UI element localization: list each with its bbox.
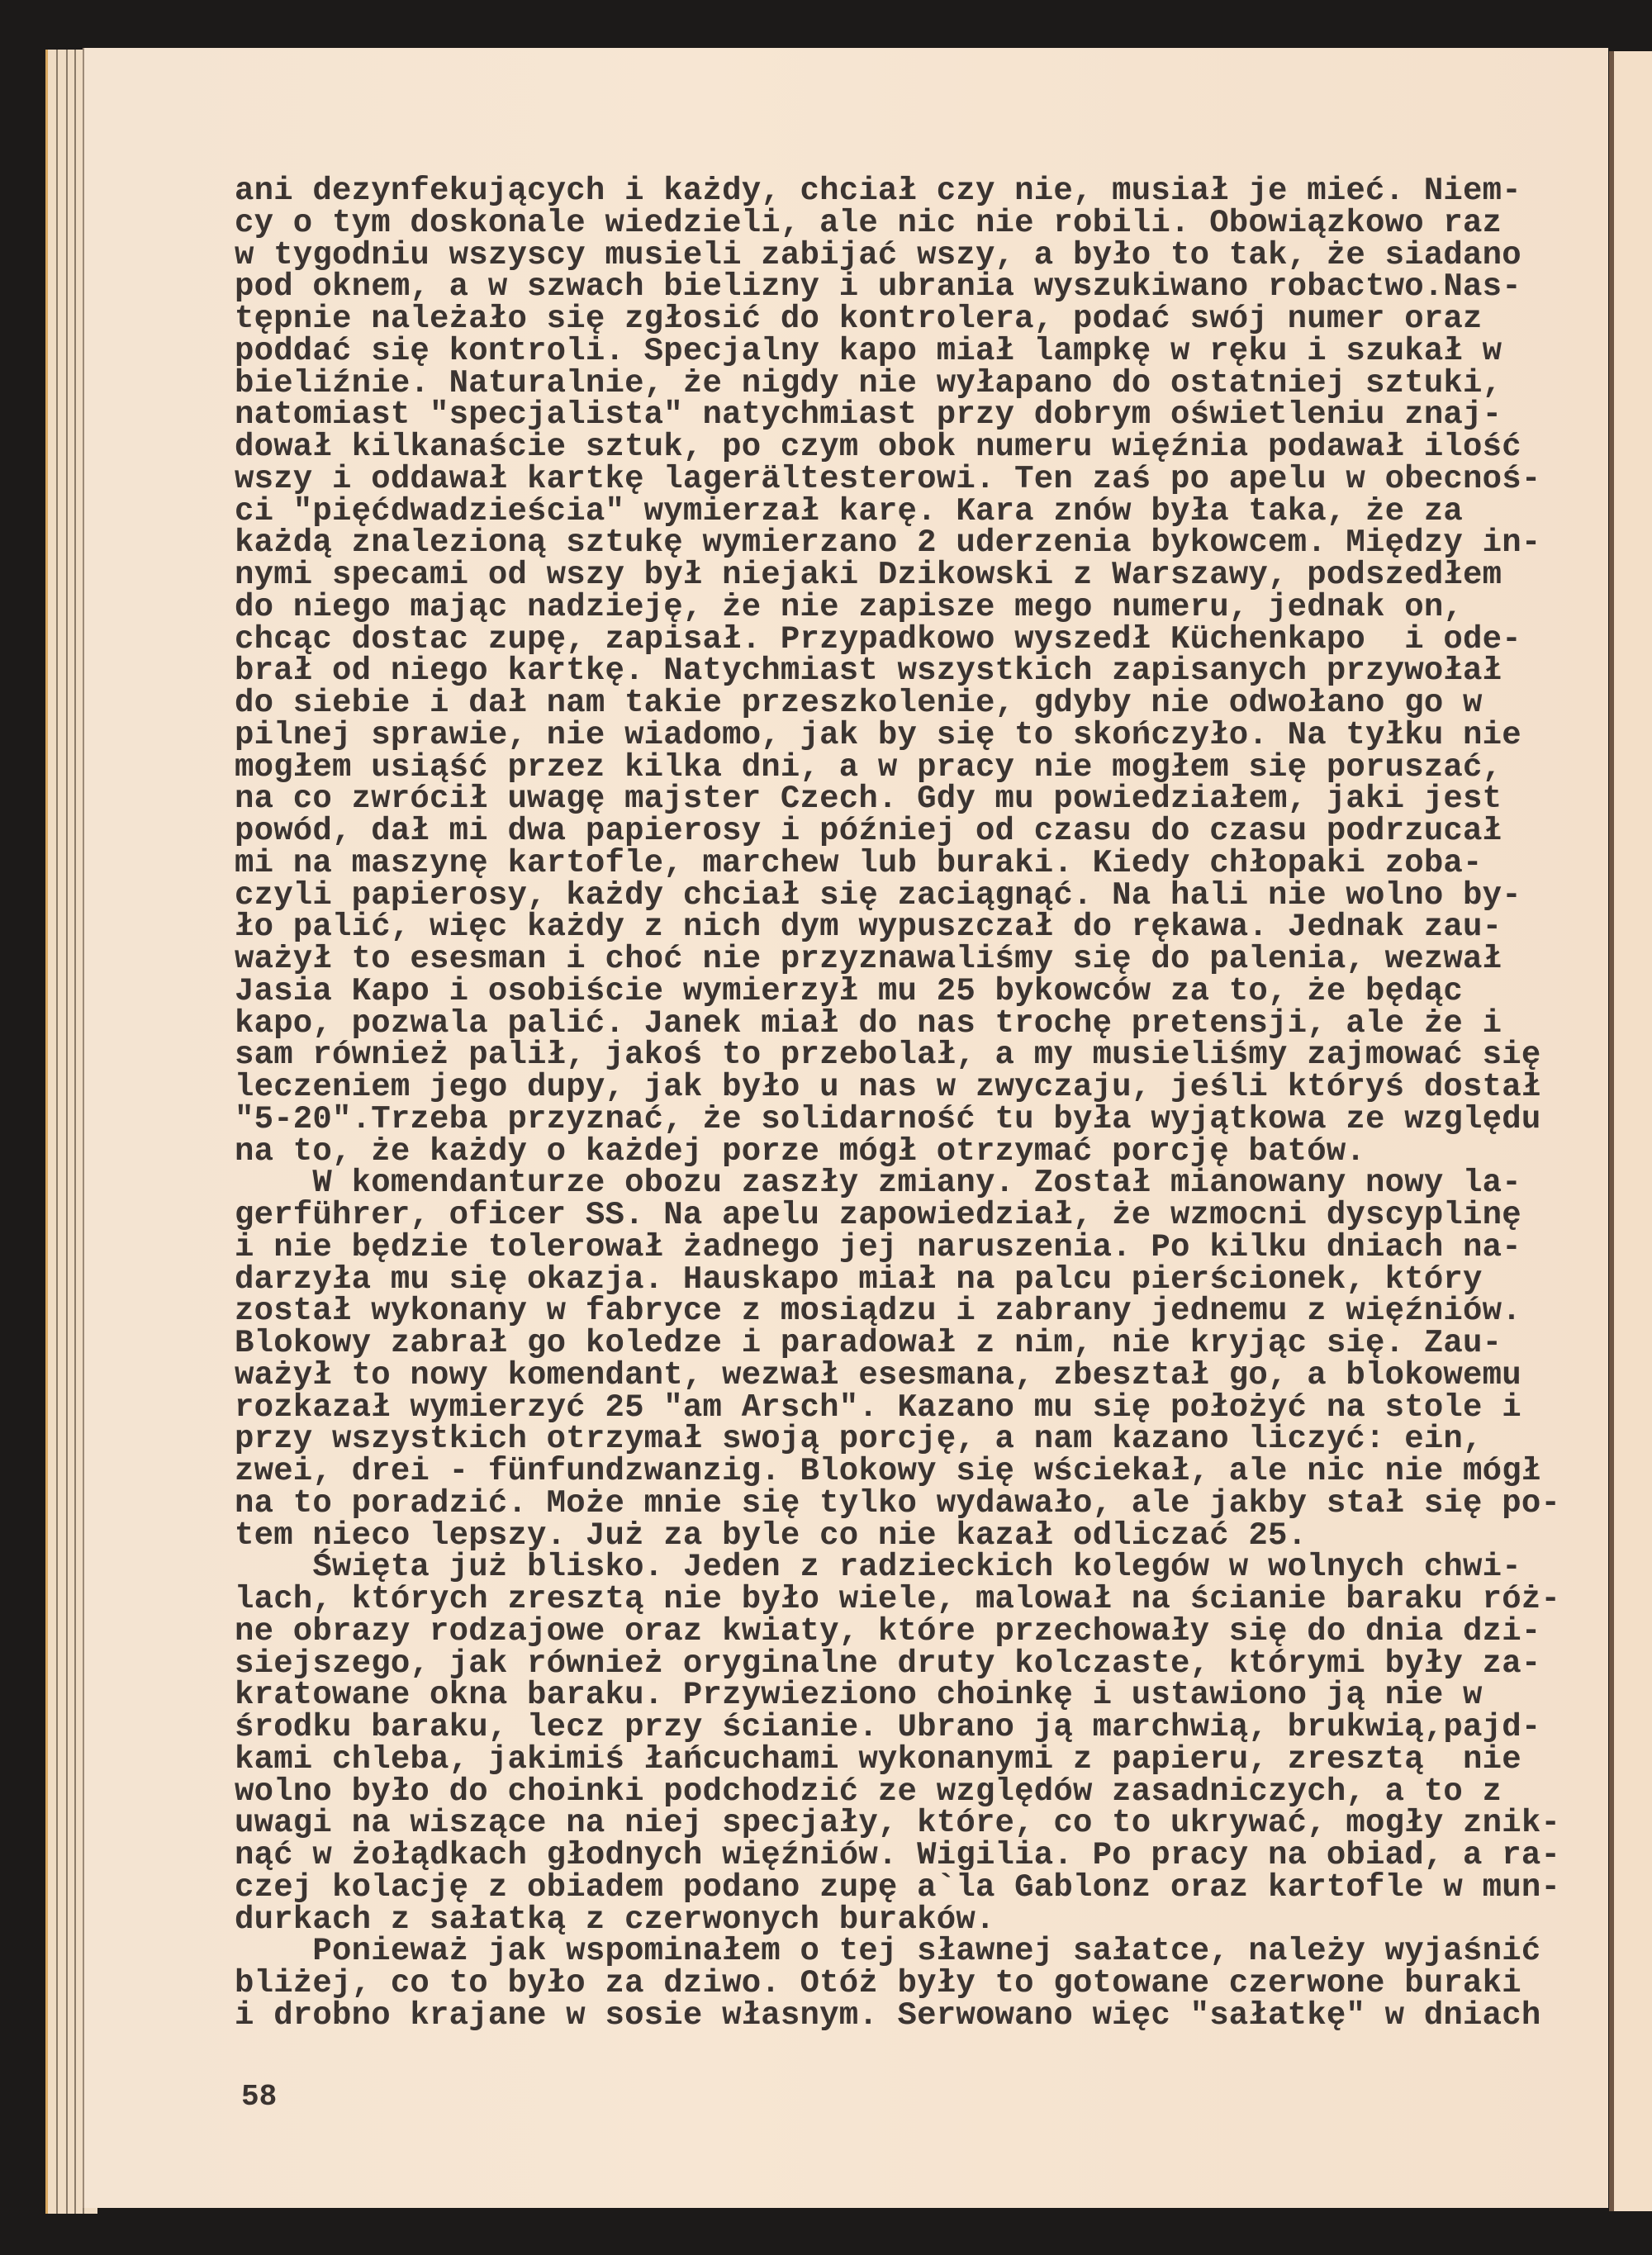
text-line: siejszego, jak również oryginalne druty kolczaste, którymi były za-: [235, 1645, 1541, 1682]
text-line: durkach z sałatką z czerwonych buraków.: [235, 1901, 995, 1938]
text-line: i drobno krajane w sosie własnym. Serwowano więc "sałatkę" w dniach: [235, 1996, 1541, 2034]
text-line: uwagi na wiszące na niej specjały, które, co to ukrywać, mogły znik-: [235, 1805, 1561, 1842]
text-line: środku baraku, lecz przy ścianie. Ubrano ją marchwią, brukwią,pajd-: [235, 1709, 1541, 1745]
text-line: przy wszystkich otrzymał swoją porcję, a nam kazano liczyć: ein,: [235, 1421, 1483, 1458]
text-line: nąć w żołądkach głodnych więźniów. Wigilia. Po pracy na obiad, a ra-: [235, 1837, 1561, 1873]
text-line: ło palić, więc każdy z nich dym wypuszczał do rękawa. Jednak zau-: [235, 909, 1502, 946]
text-line: dował kilkanaście sztuk, po czym obok numeru więźnia podawał ilość: [235, 429, 1521, 465]
body-text: [235, 175, 1573, 2032]
text-line: do niego mając nadzieję, że nie zapisze mego numeru, jednak on,: [235, 588, 1464, 625]
text-line: wolno było do choinki podchodzić ze względów zasadniczych, a to z: [235, 1773, 1502, 1810]
text-line: W komendanturze obozu zaszły zmiany. Został mianowany nowy la-: [235, 1165, 1521, 1202]
text-line: gerführer, oficer SS. Na apelu zapowiedział, że wzmocni dyscyplinę: [235, 1197, 1521, 1233]
text-line: mogłem usiąść przez kilka dni, a w pracy nie mogłem się poruszać,: [235, 748, 1502, 786]
text-line: cy o tym doskonale wiedzieli, ale nic nie robili. Obowiązkowo raz: [235, 204, 1502, 241]
text-line: rozkazał wymierzyć 25 "am Arsch". Kazano mu się położyć na stole i: [235, 1389, 1521, 1426]
text-line: tem nieco lepszy. Już za byle co nie kazał odliczać 25.: [235, 1517, 1308, 1554]
text-line: zwei, drei - fünfundzwanzig. Blokowy się wściekał, ale nic nie mógł: [235, 1453, 1541, 1489]
page-number: 58: [241, 2080, 278, 2114]
text-line: bieliźnie. Naturalnie, że nigdy nie wyłapano do ostatniej sztuki,: [235, 364, 1502, 401]
text-line: tępnie należało się zgłosić do kontrolera, podać swój numer oraz: [235, 301, 1483, 337]
text-line: chcąc dostac zupę, zapisał. Przypadkowo wyszedł Küchenkapo i ode-: [235, 620, 1521, 658]
text-line: kami chleba, jakimiś łańcuchami wykonanymi z papieru, zresztą nie: [235, 1740, 1521, 1778]
text-line: pilnej sprawie, nie wiadomo, jak by się to skończyło. Na tyłku nie: [235, 716, 1521, 753]
text-line: i nie będzie tolerował żadnego jej naruszenia. Po kilku dniach na-: [235, 1228, 1521, 1265]
text-line: mi na maszynę kartofle, marchew lub buraki. Kiedy chłopaki zoba-: [235, 844, 1483, 881]
text-line: bliżej, co to było za dziwo. Otóż były to gotowane czerwone buraki: [235, 1965, 1521, 2001]
text-line: Blokowy zabrał go koledze i paradował z nim, nie kryjąc się. Zau-: [235, 1325, 1502, 1361]
text-line: Święta już blisko. Jeden z radzieckich kolegów w wolnych chwi-: [235, 1549, 1521, 1586]
text-line: kratowane okna baraku. Przywieziono choinkę i ustawiono ją nie w: [235, 1677, 1483, 1714]
text-line: pod oknem, a w szwach bielizny i ubrania wyszukiwano robactwo.Nas-: [235, 268, 1521, 306]
text-line: leczeniem jego dupy, jak było u nas w zwyczaju, jeśli któryś dostał: [235, 1069, 1541, 1105]
text-line: każdą znalezioną sztukę wymierzano 2 uderzenia bykowcem. Między in-: [235, 525, 1541, 562]
text-line: czej kolację z obiadem podano zupę a`la Gablonz oraz kartofle w mun-: [235, 1868, 1561, 1906]
text-line: darzyła mu się okazja. Hauskapo miał na palcu pierścionek, który: [235, 1260, 1483, 1298]
text-line: lach, których zresztą nie było wiele, malował na ścianie baraku róż-: [235, 1581, 1561, 1617]
text-line: ci "pięćdwadzieścia" wymierzał karę. Kara znów była taka, że za: [235, 492, 1464, 529]
text-line: ne obrazy rodzajowe oraz kwiaty, które przechowały się do dnia dzi-: [235, 1612, 1541, 1650]
text-line: brał od niego kartkę. Natychmiast wszystkich zapisanych przywołał: [235, 653, 1502, 690]
text-line: do siebie i dał nam takie przeszkolenie, gdyby nie odwołano go w: [235, 685, 1483, 721]
text-line: na to, że każdy o każdej porze mógł otrzymać porcję batów.: [235, 1132, 1366, 1170]
text-line: kapo, pozwala palić. Janek miał do nas trochę pretensji, ale że i: [235, 1004, 1502, 1042]
text-line: na to poradzić. Może mnie się tylko wydawało, ale jakby stał się po-: [235, 1484, 1561, 1522]
text-line: czyli papierosy, każdy chciał się zaciągnąć. Na hali nie wolno by-: [235, 876, 1521, 914]
text-line: sam również palił, jakoś to przebolał, a my musieliśmy zajmować się: [235, 1037, 1541, 1074]
text-line: Ponieważ jak wspominałem o tej sławnej sałatce, należy wyjaśnić: [235, 1933, 1541, 1970]
text-line: Jasia Kapo i osobiście wymierzył mu 25 bykowców za to, że będąc: [235, 972, 1464, 1009]
text-line: został wykonany w fabryce z mosiądzu i zabrany jednemu z więźniów.: [235, 1293, 1521, 1330]
text-line: natomiast "specjalista" natychmiast przy dobrym oświetleniu znaj-: [235, 396, 1502, 434]
text-line: wszy i oddawał kartkę lagerältesterowi. Ten zaś po apelu w obecnoś-: [235, 460, 1541, 497]
text-line: ani dezynfekujących i każdy, chciał czy nie, musiał je mieć. Niem-: [235, 173, 1521, 209]
text-line: ważył to esesman i choć nie przyznawaliśmy się do palenia, wezwał: [235, 941, 1502, 977]
text-line: "5-20".Trzeba przyznać, że solidarność tu była wyjątkowa ze względu: [235, 1100, 1541, 1137]
text-line: na co zwrócił uwagę majster Czech. Gdy mu powiedziałem, jaki jest: [235, 781, 1502, 818]
text-line: ważył to nowy komendant, wezwał esesmana, zbeształ go, a blokowemu: [235, 1356, 1521, 1393]
text-line: powód, dał mi dwa papierosy i później od czasu do czasu podrzucał: [235, 813, 1502, 849]
text-line: nymi specami od wszy był niejaki Dzikowski z Warszawy, podszedłem: [235, 557, 1502, 593]
text-line: w tygodniu wszyscy musieli zabijać wszy, a było to tak, że siadano: [235, 236, 1521, 273]
text-line: poddać się kontroli. Specjalny kapo miał lampkę w ręku i szukał w: [235, 332, 1502, 369]
next-page-edge: [1609, 51, 1652, 2211]
